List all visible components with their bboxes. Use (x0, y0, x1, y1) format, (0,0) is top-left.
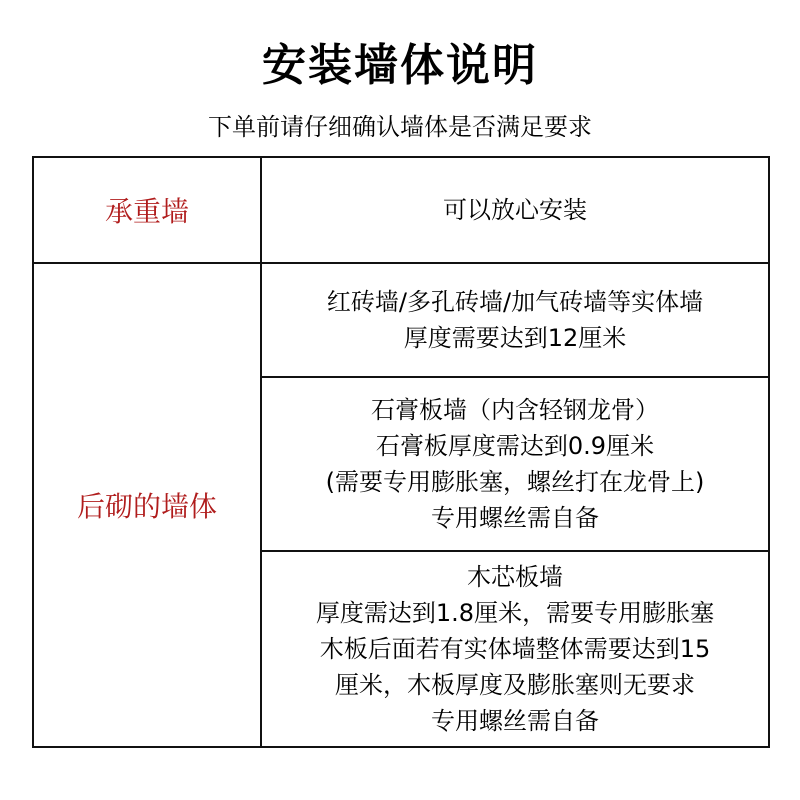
description-gypsum-wall (262, 378, 768, 550)
page-title: 安装墙体说明 (262, 40, 538, 91)
description-line: 厚度需要达到12厘米 (403, 324, 627, 352)
description-load-bearing (262, 158, 768, 262)
description-line: 石膏板厚度需达到0.9厘米 (375, 432, 655, 460)
description-line: 可以放心安装 (443, 196, 587, 224)
description-line: 专用螺丝需自备 (431, 504, 599, 532)
page-subtitle: 下单前请仔细确认墙体是否满足要求 (208, 113, 592, 141)
description-line: 厚度需达到1.8厘米，需要专用膨胀塞 (315, 599, 715, 627)
description-line: 厘米，木板厚度及膨胀塞则无要求 (335, 671, 695, 699)
wall-type-post-built: 后砌的墙体 (76, 490, 217, 523)
description-line: (需要专用膨胀塞，螺丝打在龙骨上) (325, 468, 705, 496)
description-line: 专用螺丝需自备 (431, 707, 599, 735)
description-wood-core-wall (262, 552, 768, 746)
wall-requirements-table (32, 156, 770, 748)
description-line: 石膏板墙（内含轻钢龙骨） (371, 396, 659, 424)
description-line: 木芯板墙 (467, 563, 563, 591)
description-line: 木板后面若有实体墙整体需要达到15 (319, 635, 711, 663)
description-line: 红砖墙/多孔砖墙/加气砖墙等实体墙 (326, 288, 704, 316)
wall-type-load-bearing: 承重墙 (104, 195, 189, 228)
description-brick-wall (262, 264, 768, 376)
